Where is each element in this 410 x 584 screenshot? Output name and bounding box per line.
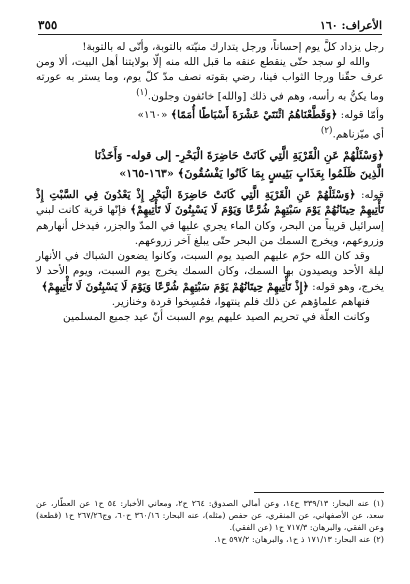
- paragraph-7: [36, 295, 384, 310]
- paragraph-1-text: رجل يزداد كلَّ يوم إحساناً، ورجل يتدارك منيّته بالتوبة، وأنّى له بالتوبة!: [82, 41, 384, 53]
- quran-verse-160: ﴿وَقَطَّعْنَاهُمُ اثْنَتَيْ عَشْرَةَ أَسْبَاطًا أُمَمًا﴾: [170, 109, 338, 122]
- footnote-divider: [254, 492, 384, 493]
- page-header: [38, 14, 382, 35]
- footnote-1: (١) عنه البحار: ٣٣٩/١٣ ح١٤، وعن أمالي الصدوق: ٢٦٤ ح٢، ومعاني الأخبار: ٥٤ ح١ عن العطّار، عن سعد، عن الأصفهاني، عن المنقري، عن حفص (مثله)، عنه البحار: ٣٦٠/١٦ ح٦٠، وج٢٦٧/٢٦ ح١ (قطعة) وعن الفقي، والبرهان: ٧١٧/٣ ح١ (عن الفقي).: [36, 498, 384, 532]
- footnote-2: (٢) عنه البحار: ١٧١/١٣ ذ ح١، والبرهان: ٥٩٧/٢ ح١.: [214, 534, 384, 544]
- paragraph-4-text: أي ميّزناهم.: [332, 128, 384, 141]
- paragraph-7-text: فنهاهم علماؤهم عن ذلك فلم ينتهوا، فمُسِخوا قردة وخنازير.: [111, 295, 370, 308]
- verse-block-line-1: ﴿وَسْئَلْهُمْ عَنِ الْقَرْيَةِ الَّتِي كَانَتْ حَاضِرَةَ الْبَحْرِ- إلى قوله- وَأَخَذْنَا: [94, 148, 384, 163]
- footnotes: [36, 497, 384, 545]
- verse-block: [36, 146, 384, 182]
- paragraph-3: [36, 108, 384, 123]
- paragraph-5-text: فإنّها قرية كانت لبني إسرائيل قريباً من البحر، وكان الماء يجري عليها في المدّ والجزر، فيدخل أنهارهم وزروعهم، ويخرج السمك من البحر حتّى يبلغ آخر زروعهم.: [36, 204, 384, 247]
- running-title: الأعراف: ١٦٠: [319, 19, 382, 32]
- paragraph-5-prefix: قوله:: [360, 189, 384, 202]
- verse-block-line-2: الَّذِينَ ظَلَمُوا بِعَذَابٍ بَئِيسٍ بِمَا كَانُوا يَفْسُقُونَ﴾ «١٦٣-١٦٥»: [119, 166, 384, 181]
- quran-verse-163-b: ﴿إِذْ تَأْتِيهِمْ حِيتَانُهُمْ يَوْمَ سَبْتِهِمْ شُرَّعًا وَيَوْمَ لَا يَسْبِتُونَ لَا تَأْتِيهِمْ﴾: [41, 280, 309, 293]
- paragraph-2-text: والله لو سجد حتّى ينقطع عنقه ما قبل الله منه إلّا بولايتنا أهل البيت، ألا ومن عرف حقّنا ورجا الثواب فينا، رضي بقوته نصف مدّ كلّ يوم، وما يستر به عورته وما يكنُّ به رأسه، وهم في ذلك [والله] خائفون وجلون.: [36, 56, 384, 103]
- paragraph-1: [36, 40, 384, 55]
- body-text: [36, 40, 384, 325]
- paragraph-5: [36, 188, 384, 249]
- paragraph-8-text: وكانت العلّة في تحريم الصيد عليهم يوم السبت أنّ عيد جميع المسلمين: [63, 310, 370, 323]
- paragraph-2: [36, 55, 384, 104]
- paragraph-6-text: وقد كان الله حرّم عليهم الصيد يوم السبت، وكانوا يضعون الشباك في الأنهار ليلة الأحد ويصيدون بها السمك، وكان السمك يخرج يوم السبت، ويوم الأحد لا يخرج، وهو قوله:: [36, 250, 384, 293]
- paragraph-4: [36, 124, 384, 143]
- page-number: ٣٥٥: [38, 18, 58, 32]
- paragraph-3-prefix: وأمّا قوله:: [340, 109, 384, 122]
- paragraph-6: [36, 249, 384, 295]
- verse-number-160: «١٦٠»: [137, 109, 168, 122]
- footnote-ref-1: (١): [136, 87, 148, 98]
- paragraph-8: [36, 310, 384, 325]
- footnote-ref-2: (٢): [320, 125, 333, 136]
- quran-verse-163: ﴿وَسْئَلْهُمْ عَنِ الْقَرْيَةِ الَّتِي كَانَتْ حَاضِرَةَ الْبَحْرِ إِذْ يَعْدُونَ فِي السَّبْتِ إِذْ تَأْتِيهِمْ حِيتَانُهُمْ يَوْمَ سَبْتِهِمْ شُرَّعًا وَيَوْمَ لَا يَسْبِتُونَ لَا تَأْتِيهِمْ﴾: [36, 189, 384, 217]
